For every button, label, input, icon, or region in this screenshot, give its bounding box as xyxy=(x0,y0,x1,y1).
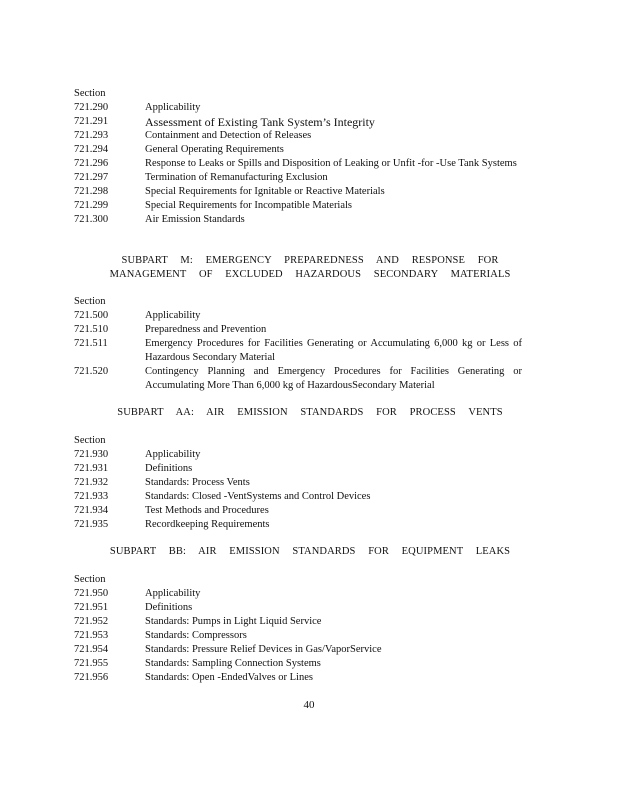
section-number: 721.931 xyxy=(74,463,109,474)
section-list-subpart-aa xyxy=(74,434,524,532)
section-list-subpart-m xyxy=(74,295,524,393)
section-number: 721.290 xyxy=(74,102,109,113)
list-item xyxy=(74,601,524,615)
section-number: 721.930 xyxy=(74,449,109,460)
subpart-bb-heading xyxy=(90,545,530,559)
section-number: 721.300 xyxy=(74,214,109,225)
section-number: 721.298 xyxy=(74,186,109,197)
section-number: 721.291 xyxy=(74,116,109,127)
section-list-tank-systems xyxy=(74,87,524,227)
section-title: Test Methods and Procedures xyxy=(145,505,269,516)
section-title: Standards: Pressure Relief Devices in Gas/VaporService xyxy=(145,644,382,655)
section-label: Section xyxy=(74,435,106,446)
section-title: Termination of Remanufacturing Exclusion xyxy=(145,172,328,183)
list-item xyxy=(74,476,524,490)
list-item xyxy=(74,309,524,323)
section-number: 721.932 xyxy=(74,477,109,488)
section-number: 721.954 xyxy=(74,644,109,655)
section-label: Section xyxy=(74,88,106,99)
section-title: General Operating Requirements xyxy=(145,144,284,155)
list-item xyxy=(74,657,524,671)
subpart-aa-heading xyxy=(90,406,530,420)
section-title: Standards: Closed -VentSystems and Control Devices xyxy=(145,491,371,502)
section-title: Standards: Process Vents xyxy=(145,477,250,488)
list-item xyxy=(74,129,524,143)
list-item xyxy=(74,587,524,601)
list-item xyxy=(74,213,524,227)
section-title: Definitions xyxy=(145,463,193,474)
heading-line: SUBPART M: EMERGENCY PREPAREDNESS AND RESPONSE FOR xyxy=(121,255,499,266)
heading-line: SUBPART BB: AIR EMISSION STANDARDS FOR EQUIPMENT LEAKS xyxy=(109,546,511,557)
list-item xyxy=(74,504,524,518)
section-title: Applicability xyxy=(145,310,201,321)
list-item xyxy=(74,143,524,157)
list-item xyxy=(74,323,524,337)
heading-line: SUBPART AA: AIR EMISSION STANDARDS FOR PROCESS VENTS xyxy=(117,407,503,418)
section-number: 721.299 xyxy=(74,200,109,211)
list-item xyxy=(74,365,524,393)
section-list-subpart-bb xyxy=(74,573,524,685)
list-item xyxy=(74,490,524,504)
list-item xyxy=(74,448,524,462)
list-item xyxy=(74,199,524,213)
section-number: 721.955 xyxy=(74,658,109,669)
section-title: Special Requirements for Incompatible Materials xyxy=(145,200,353,211)
page-number: 40 xyxy=(303,699,315,711)
section-title: Containment and Detection of Releases xyxy=(145,130,312,141)
heading-line: MANAGEMENT OF EXCLUDED HAZARDOUS SECONDARY MATERIALS xyxy=(109,269,511,280)
list-item xyxy=(74,157,524,171)
section-title: Assessment of Existing Tank System’s Integrity xyxy=(145,115,375,129)
list-item xyxy=(74,671,524,685)
section-title: Standards: Pumps in Light Liquid Service xyxy=(145,616,322,627)
list-item xyxy=(74,171,524,185)
list-item xyxy=(74,115,524,129)
list-item xyxy=(74,643,524,657)
subpart-m-heading xyxy=(90,254,530,282)
section-title: Standards: Compressors xyxy=(145,630,247,641)
section-title: Applicability xyxy=(145,102,201,113)
section-title: Definitions xyxy=(145,602,193,613)
section-number: 721.934 xyxy=(74,505,109,516)
section-title: Air Emission Standards xyxy=(145,214,245,225)
section-number: 721.293 xyxy=(74,130,109,141)
section-number: 721.500 xyxy=(74,310,109,321)
section-number: 721.520 xyxy=(74,366,109,377)
section-title: Response to Leaks or Spills and Disposition of Leaking or Unfit -for -Use Tank Systems xyxy=(145,158,517,169)
section-number: 721.511 xyxy=(74,338,108,349)
section-title: Standards: Sampling Connection Systems xyxy=(145,658,321,669)
section-number: 721.297 xyxy=(74,172,109,183)
section-title: Applicability xyxy=(145,588,201,599)
section-title: Applicability xyxy=(145,449,201,460)
section-number: 721.296 xyxy=(74,158,109,169)
section-number: 721.935 xyxy=(74,519,109,530)
section-number: 721.933 xyxy=(74,491,109,502)
section-number: 721.950 xyxy=(74,588,109,599)
section-number: 721.294 xyxy=(74,144,109,155)
list-item xyxy=(74,101,524,115)
list-item xyxy=(74,185,524,199)
section-number: 721.956 xyxy=(74,672,109,683)
list-item xyxy=(74,629,524,643)
section-label: Section xyxy=(74,574,106,585)
section-title: Recordkeeping Requirements xyxy=(145,519,270,530)
list-item xyxy=(74,518,524,532)
section-title: Emergency Procedures for Facilities Generating or Accumulating 6,000 kg or Less of Hazardous Secondary Material xyxy=(145,338,522,363)
section-title: Special Requirements for Ignitable or Reactive Materials xyxy=(145,186,385,197)
section-title: Standards: Open -EndedValves or Lines xyxy=(145,672,313,683)
section-number: 721.953 xyxy=(74,630,109,641)
list-item xyxy=(74,615,524,629)
list-item xyxy=(74,462,524,476)
section-label: Section xyxy=(74,296,106,307)
list-item xyxy=(74,337,524,365)
section-number: 721.510 xyxy=(74,324,109,335)
section-number: 721.952 xyxy=(74,616,109,627)
section-title: Contingency Planning and Emergency Procedures for Facilities Generating or Accumulating More Than 6,000 kg of HazardousSecondary Material xyxy=(145,366,522,391)
section-title: Preparedness and Prevention xyxy=(145,324,267,335)
section-number: 721.951 xyxy=(74,602,109,613)
